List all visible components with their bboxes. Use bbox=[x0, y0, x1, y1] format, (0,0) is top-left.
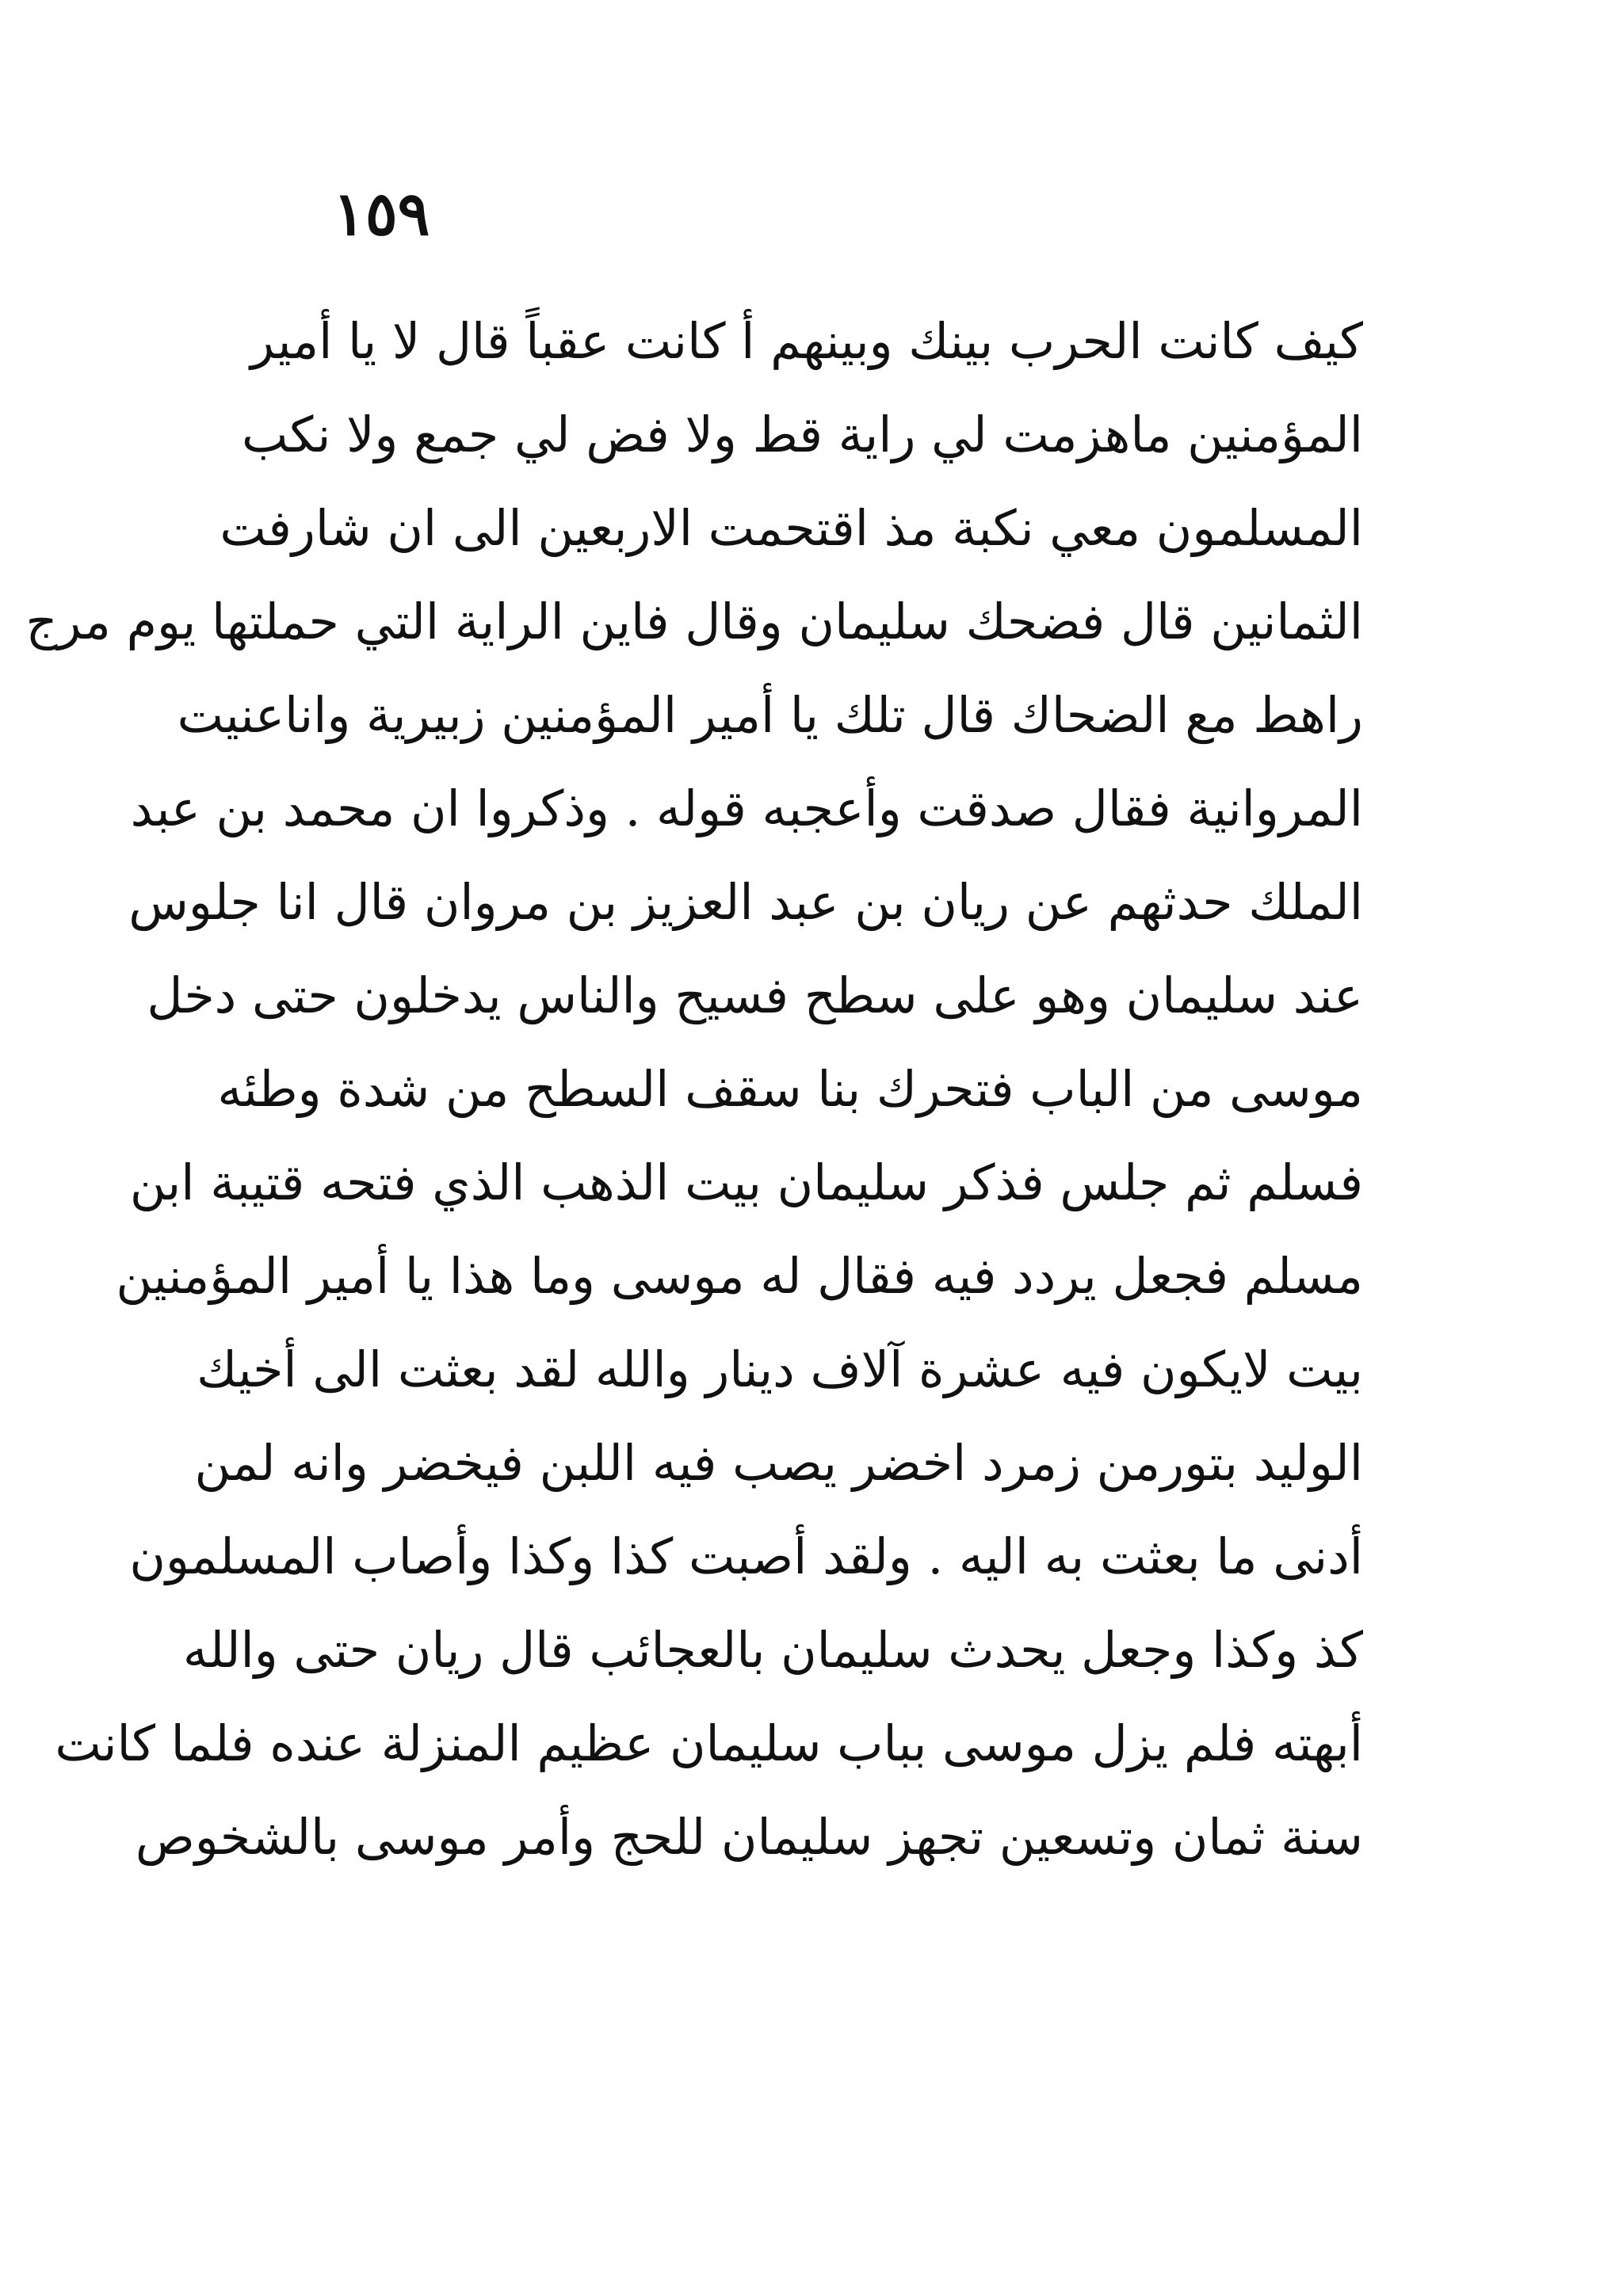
text-line: الملك حدثهم عن ريان بن عبد العزيز بن مروان قال انا جلوس bbox=[128, 873, 1363, 931]
text-line: كذ وكذا وجعل يحدث سليمان بالعجائب قال ريان حتى والله bbox=[182, 1621, 1363, 1679]
text-line: المروانية فقال صدقت وأعجبه قوله . وذكروا ان محمد بن عبد bbox=[130, 780, 1363, 837]
arabic-text-block bbox=[25, 295, 1363, 1884]
text-line: أبهته فلم يزل موسى بباب سليمان عظيم المنزلة عنده فلما كانت bbox=[55, 1714, 1363, 1772]
text-line: أدنى ما بعثت به اليه . ولقد أصبت كذا وكذا وأصاب المسلمون bbox=[129, 1527, 1363, 1585]
text-line: المؤمنين ماهزمت لي راية قط ولا فض لي جمع ولا نكب bbox=[241, 406, 1363, 463]
text-line: سنة ثمان وتسعين تجهز سليمان للحج وأمر موسى بالشخوص bbox=[135, 1808, 1363, 1866]
text-line: المسلمون معي نكبة مذ اقتحمت الاربعين الى ان شارفت bbox=[220, 499, 1363, 557]
text-line: عند سليمان وهو على سطح فسيح والناس يدخلون حتى دخل bbox=[147, 967, 1363, 1024]
text-line: بيت لايكون فيه عشرة آلاف دينار والله لقد بعثت الى أخيك bbox=[197, 1341, 1363, 1398]
text-line: فسلم ثم جلس فذكر سليمان بيت الذهب الذي فتحه قتيبة ابن bbox=[129, 1154, 1363, 1211]
text-line: الوليد بتورمن زمرد اخضر يصب فيه اللبن فيخضر وانه لمن bbox=[194, 1434, 1363, 1492]
text-line: كيف كانت الحرب بينك وبينهم أ كانت عقباً قال لا يا أمير bbox=[250, 312, 1363, 370]
text-line: مسلم فجعل يردد فيه فقال له موسى وما هذا يا أمير المؤمنين bbox=[116, 1247, 1363, 1305]
text-line: موسى من الباب فتحرك بنا سقف السطح من شدة وطئه bbox=[217, 1060, 1363, 1118]
text-line: الثمانين قال فضحك سليمان وقال فاين الراية التي حملتها يوم مرج bbox=[25, 593, 1363, 650]
page-number: ١٥٩ bbox=[333, 178, 430, 249]
text-line: راهط مع الضحاك قال تلك يا أمير المؤمنين زبيرية واناعنيت bbox=[177, 686, 1363, 744]
